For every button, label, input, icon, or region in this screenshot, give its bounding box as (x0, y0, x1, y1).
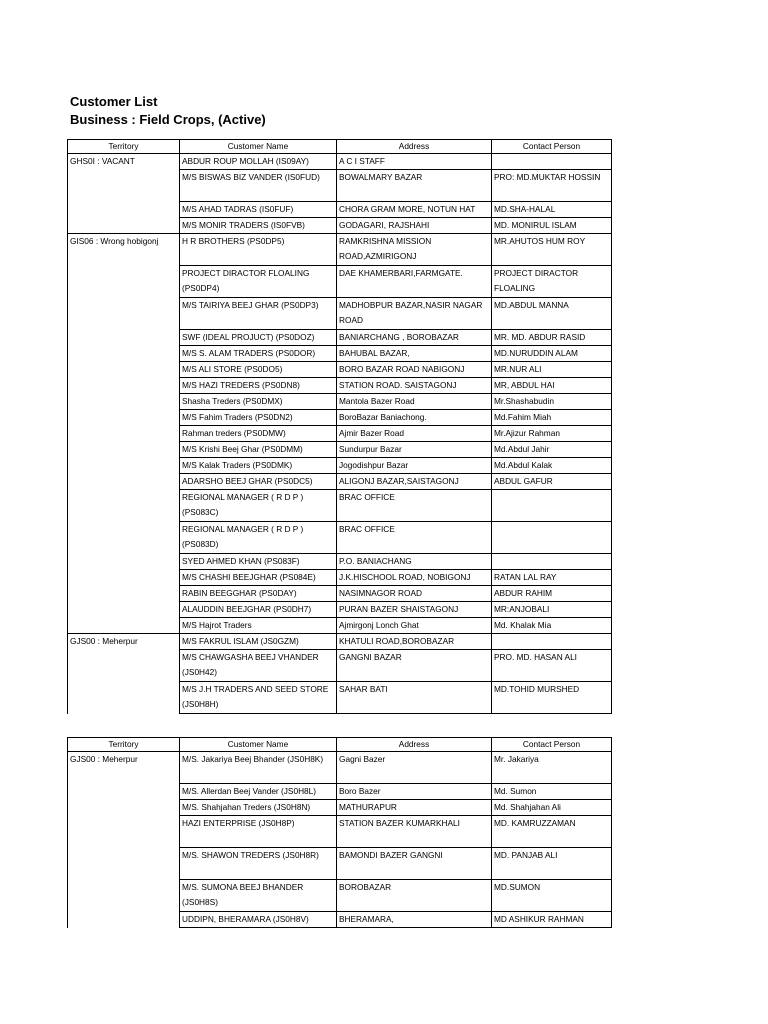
address-cell: BRAC OFFICE (337, 490, 492, 522)
customer-name-cell: M/S Kalak Traders (PS0DMK) (180, 458, 337, 474)
customer-name-cell: ABDUR ROUP MOLLAH (IS09AY) (180, 154, 337, 170)
contact-person-cell: Md.Abdul Jahir (492, 442, 612, 458)
contact-person-cell: PRO. MD. HASAN ALI (492, 650, 612, 682)
contact-person-cell: MD ASHIKUR RAHMAN (492, 912, 612, 928)
customer-name-cell: REGIONAL MANAGER ( R D P ) (PS083C) (180, 490, 337, 522)
customer-name-cell: SYED AHMED KHAN (PS083F) (180, 554, 337, 570)
customer-name-cell: M/S AHAD TADRAS (IS0FUF) (180, 202, 337, 218)
address-cell: BAHUBAL BAZAR, (337, 346, 492, 362)
address-cell: RAMKRISHNA MISSION ROAD,AZMIRIGONJ (337, 234, 492, 266)
title-block (70, 93, 266, 129)
address-cell: ALIGONJ BAZAR,SAISTAGONJ (337, 474, 492, 490)
contact-person-cell: MR.AHUTOS HUM ROY (492, 234, 612, 266)
contact-person-cell: ABDUL GAFUR (492, 474, 612, 490)
header-row (68, 738, 612, 752)
customer-name-cell: RABIN BEEGGHAR (PS0DAY) (180, 586, 337, 602)
customer-name-cell: M/S. Jakariya Beej Bhander (JS0H8K) (180, 752, 337, 784)
header-territory: Territory (68, 738, 180, 752)
address-cell: MADHOBPUR BAZAR,NASIR NAGAR ROAD (337, 298, 492, 330)
contact-person-cell: MD. PANJAB ALI (492, 848, 612, 880)
contact-person-cell: MR. MD. ABDUR RASID (492, 330, 612, 346)
address-cell: PURAN BAZER SHAISTAGONJ (337, 602, 492, 618)
customer-name-cell: M/S HAZI TREDERS (PS0DN8) (180, 378, 337, 394)
contact-person-cell: MD. MONIRUL ISLAM (492, 218, 612, 234)
address-cell: Gagni Bazer (337, 752, 492, 784)
header-address: Address (337, 738, 492, 752)
address-cell: Mantola Bazer Road (337, 394, 492, 410)
document-subtitle: Business : Field Crops, (Active) (70, 112, 266, 127)
customer-name-cell: SWF (IDEAL PROJUCT) (PS0DOZ) (180, 330, 337, 346)
address-cell: SAHAR BATI (337, 682, 492, 714)
address-cell: BORO BAZAR ROAD NABIGONJ (337, 362, 492, 378)
customer-name-cell: M/S. SUMONA BEEJ BHANDER (JS0H8S) (180, 880, 337, 912)
customer-name-cell: M/S. Shahjahan Treders (JS0H8N) (180, 800, 337, 816)
contact-person-cell: Mr.Ajizur Rahman (492, 426, 612, 442)
address-cell: BOWALMARY BAZAR (337, 170, 492, 202)
address-cell: P.O. BANIACHANG (337, 554, 492, 570)
customer-name-cell: M/S TAIRIYA BEEJ GHAR (PS0DP3) (180, 298, 337, 330)
contact-person-cell: MD.SUMON (492, 880, 612, 912)
address-cell: BHERAMARA, (337, 912, 492, 928)
customer-table-1 (67, 139, 612, 714)
customer-name-cell: REGIONAL MANAGER ( R D P ) (PS083D) (180, 522, 337, 554)
header-customer-name: Customer Name (180, 738, 337, 752)
address-cell: CHORA GRAM MORE, NOTUN HAT (337, 202, 492, 218)
contact-person-cell: PROJECT DIRACTOR FLOALING (492, 266, 612, 298)
header-territory: Territory (68, 140, 180, 154)
address-cell: A C I STAFF (337, 154, 492, 170)
table-body (68, 154, 612, 714)
address-cell: MATHURAPUR (337, 800, 492, 816)
customer-name-cell: M/S BISWAS BIZ VANDER (IS0FUD) (180, 170, 337, 202)
contact-person-cell: Md. Khalak Mia (492, 618, 612, 634)
address-cell: BRAC OFFICE (337, 522, 492, 554)
address-cell: Boro Bazer (337, 784, 492, 800)
customer-name-cell: M/S FAKRUL ISLAM (JS0GZM) (180, 634, 337, 650)
customer-name-cell: M/S Fahim Traders (PS0DN2) (180, 410, 337, 426)
contact-person-cell: MR:ANJOBALI (492, 602, 612, 618)
contact-person-cell: RATAN LAL RAY (492, 570, 612, 586)
customer-name-cell: M/S J.H TRADERS AND SEED STORE (JS0H8H) (180, 682, 337, 714)
header-customer-name: Customer Name (180, 140, 337, 154)
address-cell: KHATULI ROAD,BOROBAZAR (337, 634, 492, 650)
customer-name-cell: PROJECT DIRACTOR FLOALING (PS0DP4) (180, 266, 337, 298)
territory-cell: GJS00 : Meherpur (68, 634, 180, 714)
header-contact-person: Contact Person (492, 738, 612, 752)
address-cell: Sundurpur Bazar (337, 442, 492, 458)
table-row (68, 752, 612, 784)
contact-person-cell (492, 634, 612, 650)
contact-person-cell (492, 154, 612, 170)
customer-name-cell: M/S MONIR TRADERS (IS0FVB) (180, 218, 337, 234)
customer-name-cell: ADARSHO BEEJ GHAR (PS0DC5) (180, 474, 337, 490)
table-body (68, 752, 612, 928)
contact-person-cell: Mr. Jakariya (492, 752, 612, 784)
address-cell: Ajmirgonj Lonch Ghat (337, 618, 492, 634)
address-cell: BANIARCHANG , BOROBAZAR (337, 330, 492, 346)
contact-person-cell: MD.TOHID MURSHED (492, 682, 612, 714)
table-row (68, 234, 612, 266)
contact-person-cell: PRO: MD.MUKTAR HOSSIN (492, 170, 612, 202)
address-cell: DAE KHAMERBARI,FARMGATE. (337, 266, 492, 298)
customer-name-cell: M/S Krishi Beej Ghar (PS0DMM) (180, 442, 337, 458)
address-cell: BAMONDI BAZER GANGNI (337, 848, 492, 880)
customer-name-cell: M/S CHASHI BEEJGHAR (PS084E) (180, 570, 337, 586)
customer-name-cell: HAZI ENTERPRISE (JS0H8P) (180, 816, 337, 848)
contact-person-cell: MR.NUR ALI (492, 362, 612, 378)
address-cell: GANGNI BAZAR (337, 650, 492, 682)
header-row (68, 140, 612, 154)
territory-cell: GIS06 : Wrong hobigonj (68, 234, 180, 634)
contact-person-cell (492, 522, 612, 554)
customer-name-cell: Rahman treders (PS0DMW) (180, 426, 337, 442)
customer-name-cell: M/S ALI STORE (PS0DO5) (180, 362, 337, 378)
contact-person-cell: Md.Abdul Kalak (492, 458, 612, 474)
address-cell: BoroBazar Baniachong. (337, 410, 492, 426)
customer-name-cell: H R BROTHERS (PS0DP5) (180, 234, 337, 266)
customer-table-2 (67, 737, 612, 928)
customer-name-cell: ALAUDDIN BEEJGHAR (PS0DH7) (180, 602, 337, 618)
customer-name-cell: M/S. SHAWON TREDERS (JS0H8R) (180, 848, 337, 880)
address-cell: STATION BAZER KUMARKHALI (337, 816, 492, 848)
territory-cell: GJS00 : Meherpur (68, 752, 180, 928)
customer-name-cell: M/S CHAWGASHA BEEJ VHANDER (JS0H42) (180, 650, 337, 682)
customer-name-cell: Shasha Treders (PS0DMX) (180, 394, 337, 410)
address-cell: BOROBAZAR (337, 880, 492, 912)
customer-name-cell: UDDIPN, BHERAMARA (JS0H8V) (180, 912, 337, 928)
header-contact-person: Contact Person (492, 140, 612, 154)
address-cell: Jogodishpur Bazar (337, 458, 492, 474)
contact-person-cell: Mr.Shashabudin (492, 394, 612, 410)
contact-person-cell: MD.ABDUL MANNA (492, 298, 612, 330)
customer-name-cell: M/S S. ALAM TRADERS (PS0DOR) (180, 346, 337, 362)
contact-person-cell: MD.NURUDDIN ALAM (492, 346, 612, 362)
contact-person-cell: Md. Shahjahan Ali (492, 800, 612, 816)
contact-person-cell (492, 490, 612, 522)
document-title: Customer List (70, 94, 158, 109)
address-cell: GODAGARI, RAJSHAHI (337, 218, 492, 234)
contact-person-cell: MR, ABDUL HAI (492, 378, 612, 394)
address-cell: J.K.HISCHOOL ROAD, NOBIGONJ (337, 570, 492, 586)
address-cell: NASIMNAGOR ROAD (337, 586, 492, 602)
territory-cell: GHS0I : VACANT (68, 154, 180, 234)
header-address: Address (337, 140, 492, 154)
address-cell: STATION ROAD. SAISTAGONJ (337, 378, 492, 394)
contact-person-cell: Md. Sumon (492, 784, 612, 800)
customer-name-cell: M/S Hajrot Traders (180, 618, 337, 634)
table-row (68, 154, 612, 170)
address-cell: Ajmir Bazer Road (337, 426, 492, 442)
table-row (68, 634, 612, 650)
contact-person-cell: MD. KAMRUZZAMAN (492, 816, 612, 848)
contact-person-cell (492, 554, 612, 570)
contact-person-cell: ABDUR RAHIM (492, 586, 612, 602)
contact-person-cell: Md.Fahim Miah (492, 410, 612, 426)
customer-name-cell: M/S. Allerdan Beej Vander (JS0H8L) (180, 784, 337, 800)
contact-person-cell: MD.SHA-HALAL (492, 202, 612, 218)
